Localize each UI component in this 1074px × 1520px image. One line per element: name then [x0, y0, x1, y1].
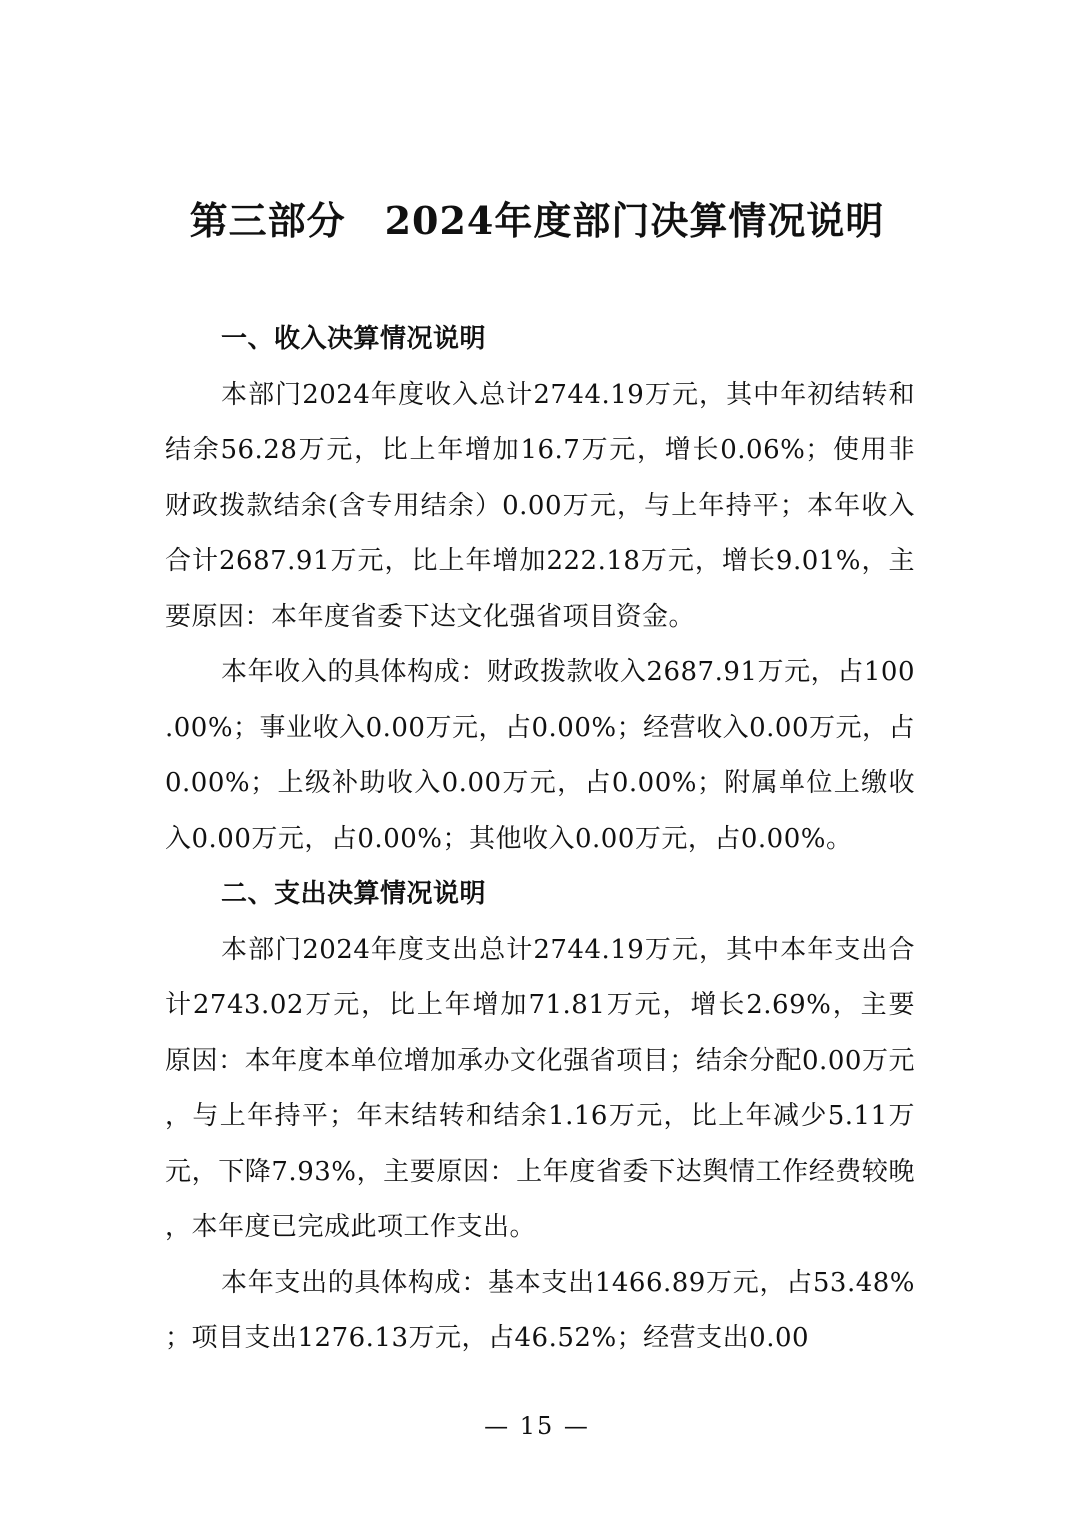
page-title: 第三部分 2024年度部门决算情况说明 [189, 198, 885, 243]
expenditure-composition-paragraph: 本年支出的具体构成：基本支出1466.89万元，占53.48%；项目支出1276.13万元，占46.52%；经营支出0.00 [165, 1267, 915, 1353]
section-heading-income: 一、收入决算情况说明 [221, 324, 487, 354]
income-total-paragraph: 本部门2024年度收入总计2744.19万元，其中年初结转和结余56.28万元，比上年增加16.7万元，增长0.06%；使用非财政拨款结余(含专用结余）0.00万元，与上年持平；本年收入合计2687.91万元，比上年增加222.18万元，增长9.01%，主要原因：本年度省委下达文化强省项目资金。 [165, 379, 915, 632]
document-body [165, 312, 915, 1367]
expenditure-total-paragraph: 本部门2024年度支出总计2744.19万元，其中本年支出合计2743.02万元，比上年增加71.81万元，增长2.69%，主要原因：本年度本单位增加承办文化强省项目；结余分配0.00万元，与上年持平；年末结转和结余1.16万元，比上年减少5.11万元，下降7.93%，主要原因：上年度省委下达舆情工作经费较晚，本年度已完成此项工作支出。 [165, 934, 915, 1242]
page-number: — 15 — [484, 1412, 590, 1440]
section-heading-expenditure: 二、支出决算情况说明 [221, 879, 487, 909]
income-composition-paragraph: 本年收入的具体构成：财政拨款收入2687.91万元，占100.00%；事业收入0.00万元，占0.00%；经营收入0.00万元，占0.00%；上级补助收入0.00万元，占0.00%；附属单位上缴收入0.00万元，占0.00%；其他收入0.00万元，占0.00%。 [165, 657, 915, 854]
